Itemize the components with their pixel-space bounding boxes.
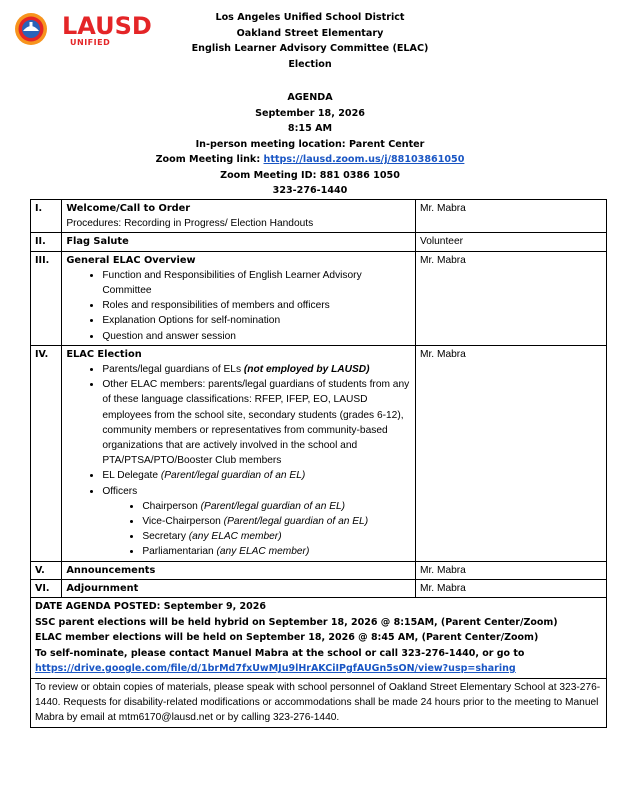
accommodations-note: To review or obtain copies of materials, please speak with school personnel of Oakland Street Elementary School at 323-276-1440. Requests for disability-related modifications or accommodations shall be made 24 hours prior to the meeting to Manuel Mabra by email at mtm6170@lausd.net or by calling 323-276-1440. [31, 678, 607, 727]
elac-election-note: ELAC member elections will be held on September 18, 2026 @ 8:45 AM, (Parent Center/Zoom) [35, 632, 539, 644]
officer-item [142, 544, 411, 559]
item-presenter: Mr. Mabra [415, 200, 606, 233]
table-row [31, 579, 607, 597]
officers-list [102, 499, 411, 560]
school-name: Oakland Street Elementary [236, 27, 384, 39]
officer-name: Parliamentarian [142, 546, 217, 558]
item-title: Announcements [66, 564, 156, 576]
item-title: Welcome/Call to Order [66, 203, 191, 214]
lausd-seal-icon [14, 12, 48, 46]
date-posted: DATE AGENDA POSTED: September 9, 2026 [35, 601, 266, 613]
item-number: IV. [31, 345, 62, 561]
table-row [31, 251, 607, 345]
item-detail: Procedures: Recording in Progress/ Election Handouts [66, 218, 314, 230]
list-item [102, 468, 411, 483]
officer-name: Vice-Chairperson [142, 516, 224, 528]
list-item-note: (Parent/legal guardian of an EL) [160, 470, 306, 482]
item-title: General ELAC Overview [66, 254, 196, 266]
meeting-type: Election [288, 58, 332, 70]
zoom-link-line [100, 152, 520, 168]
meeting-phone: 323-276-1440 [272, 185, 348, 196]
officer-name: Secretary [142, 531, 189, 543]
item-presenter: Mr. Mabra [415, 561, 606, 579]
item-presenter: Mr. Mabra [415, 251, 606, 345]
district-name: Los Angeles Unified School District [215, 12, 405, 23]
ssc-election-note: SSC parent elections will be held hybrid on September 18, 2026 @ 8:15AM, (Parent Center/Zoom) [35, 616, 558, 628]
item-number: VI. [31, 579, 62, 597]
list-item-note: (not employed by LAUSD) [243, 364, 370, 376]
committee-name: English Learner Advisory Committee (ELAC) [191, 43, 429, 54]
list-item [102, 362, 411, 377]
table-row [31, 345, 607, 561]
officer-item [142, 529, 411, 544]
table-row [31, 200, 607, 233]
table-row [31, 678, 607, 727]
item-title: Adjournment [66, 582, 139, 594]
agenda-table [30, 199, 607, 728]
zoom-link[interactable]: https://lausd.zoom.us/j/88103861050 [263, 154, 465, 165]
item-body [62, 200, 416, 233]
list-item-text: Parents/legal guardians of ELs [102, 364, 244, 376]
item-number: I. [31, 200, 62, 233]
item-body [62, 579, 416, 597]
item-number: II. [31, 233, 62, 251]
item-number: V. [31, 561, 62, 579]
item-title: Flag Salute [66, 236, 129, 248]
zoom-meeting-id: Zoom Meeting ID: 881 0386 1050 [220, 169, 400, 181]
item-presenter: Volunteer [415, 233, 606, 251]
officer-item [142, 514, 411, 529]
list-item: • Function and Responsibilities of English Learner Advisory Committee [102, 268, 411, 298]
officer-note: (Parent/legal guardian of an EL) [200, 500, 346, 512]
nomination-form-link[interactable]: https://drive.google.com/file/d/1brMd7fxUwMJu9lHrAKCiIPgfAUGn5sON/view?usp=sharing [35, 663, 516, 675]
officer-item [142, 499, 411, 514]
item-body [62, 345, 416, 561]
item-number: III. [31, 251, 62, 345]
agenda-block [100, 90, 520, 199]
nomination-note: To self-nominate, please contact Manuel Mabra at the school or call 323-276-1440, or go to [35, 647, 525, 659]
table-row [31, 561, 607, 579]
item-presenter: Mr. Mabra [415, 579, 606, 597]
list-item [102, 484, 411, 560]
meeting-date: September 18, 2026 [255, 107, 365, 119]
item-body [62, 233, 416, 251]
logo-wordmark: LAUSD [62, 12, 152, 40]
list-item: • Explanation Options for self-nomination [102, 313, 411, 328]
table-row [31, 233, 607, 251]
meeting-time: 8:15 AM [287, 123, 333, 134]
list-item: • Other ELAC members: parents/legal guardians of students from any of these language classifications: RFEP, IFEP, EO, LAUSD employees from the school site, secondary students (grades 6-12), community members or representatives from community-based organizations that are actively involved in the school and PTA/PTSA/PTO/Booster Club members [102, 377, 411, 468]
meeting-location: In-person meeting location: Parent Center [195, 138, 425, 150]
officer-name: Chairperson [142, 500, 201, 512]
posting-info [31, 598, 607, 679]
document-header [100, 10, 520, 72]
officer-note: (any ELAC member) [188, 531, 282, 543]
list-item-text: Officers [102, 485, 138, 497]
list-item: • Question and answer session [102, 329, 411, 344]
item-title: ELAC Election [66, 348, 142, 360]
table-row [31, 598, 607, 679]
item-body [62, 561, 416, 579]
item-body [62, 251, 416, 345]
logo-subtitle: UNIFIED [70, 38, 111, 47]
overview-list [66, 268, 411, 344]
list-item-text: EL Delegate [102, 470, 161, 482]
list-item: • Roles and responsibilities of members and officers [102, 298, 411, 313]
agenda-title: AGENDA [287, 92, 333, 103]
officer-note: (Parent/legal guardian of an EL) [223, 516, 369, 528]
election-list [66, 362, 411, 560]
officer-note: (any ELAC member) [216, 546, 310, 558]
zoom-link-label: Zoom Meeting link: [155, 154, 264, 165]
item-presenter: Mr. Mabra [415, 345, 606, 561]
